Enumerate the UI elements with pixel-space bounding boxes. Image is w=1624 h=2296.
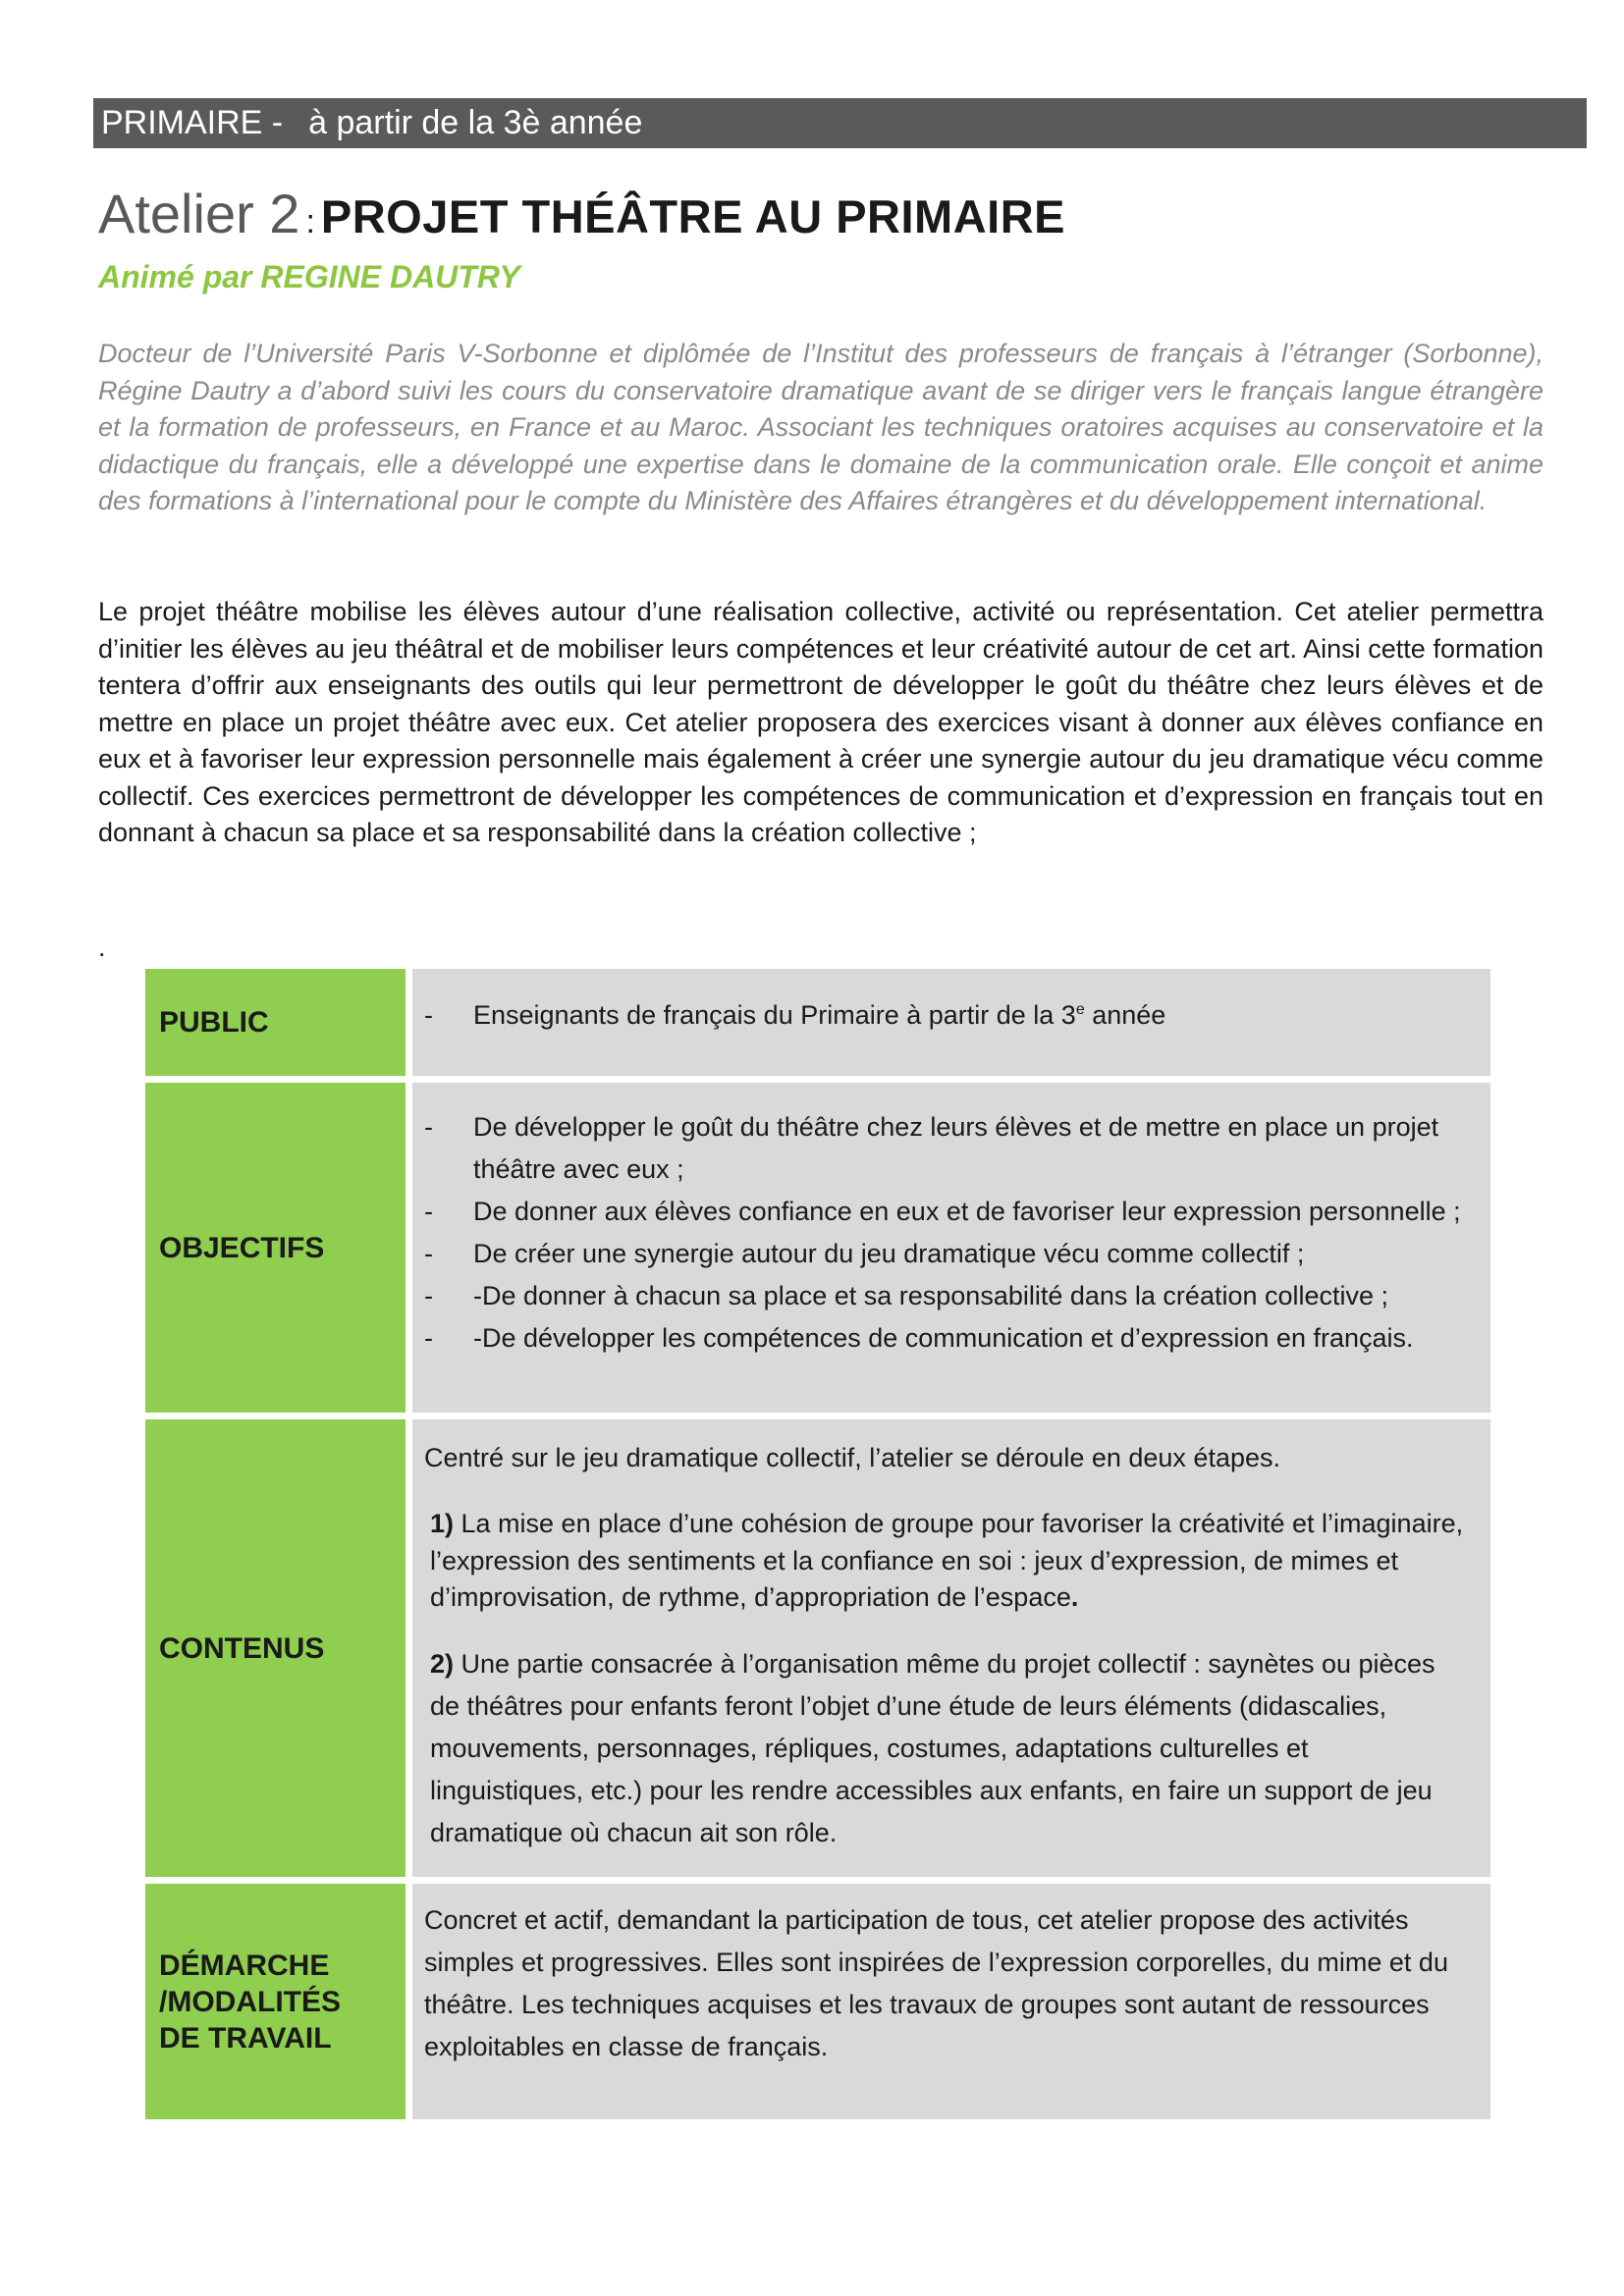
- label-objectifs: OBJECTIFS: [145, 1083, 406, 1413]
- list-item: - De créer une synergie autour du jeu dramatique vécu comme collectif ;: [424, 1233, 1469, 1275]
- title-main: PROJET THÉÂTRE AU PRIMAIRE: [320, 190, 1065, 242]
- facilitator-bio: Docteur de l’Université Paris V-Sorbonne et diplômée de l’Institut des professeurs de français à l’étranger (Sorbonne), Régine Dautry a d’abord suivi les cours du conservatoire dramatique avant de se diriger vers le français langue étrangère et la formation de professeurs, en France et au Maroc. Associant les techniques oratoires acquises au conservatoire et la didactique du français, elle a développé une expertise dans le domaine de la communication orale. Elle conçoit et anime des formations à l’international pour le compte du Ministère des Affaires étrangères et du développement international.: [98, 339, 1543, 515]
- list-item: - -De développer les compétences de communication et d’expression en français.: [424, 1317, 1469, 1360]
- contenus-step-2: [424, 1643, 1469, 1854]
- table-row-demarche: [145, 1884, 1490, 2119]
- public-superscript: e: [1075, 1001, 1085, 1018]
- list-item: [424, 994, 1469, 1037]
- public-list: [424, 994, 1469, 1037]
- list-item: - -De donner à chacun sa place et sa responsabilité dans la création collective ;: [424, 1275, 1469, 1317]
- contenus-step-1: [424, 1506, 1469, 1617]
- public-text-tail: année: [1084, 1000, 1166, 1030]
- cell-objectifs: [412, 1083, 1490, 1413]
- table-row-contenus: [145, 1419, 1490, 1877]
- objectifs-list: [424, 1106, 1469, 1360]
- list-item: - De développer le goût du théâtre chez leurs élèves et de mettre en place un projet théâtre avec eux ;: [424, 1106, 1469, 1191]
- label-demarche: [145, 1884, 406, 2119]
- label-demarche-line-3: DE TRAVAIL: [159, 2021, 332, 2055]
- page-title: [98, 183, 1065, 244]
- banner-grade: à partir de la 3è année: [308, 104, 643, 141]
- facilitator-line: Animé par REGINE DAUTRY: [98, 259, 520, 294]
- cell-public: [412, 969, 1490, 1076]
- step-2-text: Une partie consacrée à l’organisation même du projet collectif : saynètes ou pièces de théâtres pour enfants feront l’objet d’une étude de leurs éléments (didascalies, mouvements, personnages, répliques, costumes, adaptations culturelles et linguistiques, etc.) pour les rendre accessibles aux enfants, en faire un support de jeu dramatique où chacun ait son rôle.: [430, 1648, 1435, 1847]
- step-2-number: 2): [430, 1648, 455, 1679]
- table-row-public: [145, 969, 1490, 1076]
- level-banner: [93, 98, 1587, 148]
- label-demarche-line-1: DÉMARCHE: [159, 1949, 330, 1982]
- step-1-end: .: [1070, 1582, 1079, 1612]
- step-1-text: La mise en place d’une cohésion de groupe pour favoriser la créativité et l’imaginaire, l’expression des sentiments et la confiance en soi : jeux d’expression, de mimes et d’improvisation, de rythme, d’appropriation de l’espace: [430, 1509, 1464, 1612]
- cell-contenus: [412, 1419, 1490, 1877]
- table-row-objectifs: [145, 1083, 1490, 1413]
- separator-dot: .: [98, 933, 106, 962]
- title-atelier-number: Atelier 2: [98, 183, 300, 244]
- cell-demarche: [412, 1884, 1490, 2119]
- title-colon: :: [305, 203, 315, 240]
- list-item: - De donner aux élèves confiance en eux et de favoriser leur expression personnelle ;: [424, 1191, 1469, 1233]
- demarche-text: Concret et actif, demandant la participation de tous, cet atelier propose des activités simples et progressives. Elles sont inspirées de l’expression corporelles, du mime et du théâtre. Les techniques acquises et les travaux de groupes sont autant de ressources exploitables en classe de français.: [424, 1905, 1448, 2061]
- intro-paragraph: Le projet théâtre mobilise les élèves autour d’une réalisation collective, activité ou représentation. Cet atelier permettra d’initier les élèves au jeu théâtral et de mobiliser leurs compétences et leur créativité autour de cet art. Ainsi cette formation tentera d’offrir aux enseignants des outils qui leur permettront de développer le goût du théâtre chez leurs élèves et de mettre en place un projet théâtre avec eux. Cet atelier proposera des exercices visant à donner aux élèves confiance en eux et à favoriser leur expression personnelle mais également à créer une synergie autour du jeu dramatique vécu comme collectif. Ces exercices permettront de développer les compétences de communication et d’expression en français tout en donnant à chacun sa place et sa responsabilité dans la création collective ;: [98, 597, 1543, 847]
- label-public: PUBLIC: [145, 969, 406, 1076]
- label-contenus: CONTENUS: [145, 1419, 406, 1877]
- banner-level: PRIMAIRE -: [101, 104, 284, 141]
- label-demarche-line-2: /MODALITÉS: [159, 1985, 341, 2018]
- public-text: Enseignants de français du Primaire à partir de la 3: [473, 1000, 1076, 1030]
- step-1-number: 1): [430, 1509, 455, 1538]
- program-table: [145, 969, 1490, 2126]
- contenus-intro: Centré sur le jeu dramatique collectif, l’atelier se déroule en deux étapes.: [424, 1443, 1280, 1472]
